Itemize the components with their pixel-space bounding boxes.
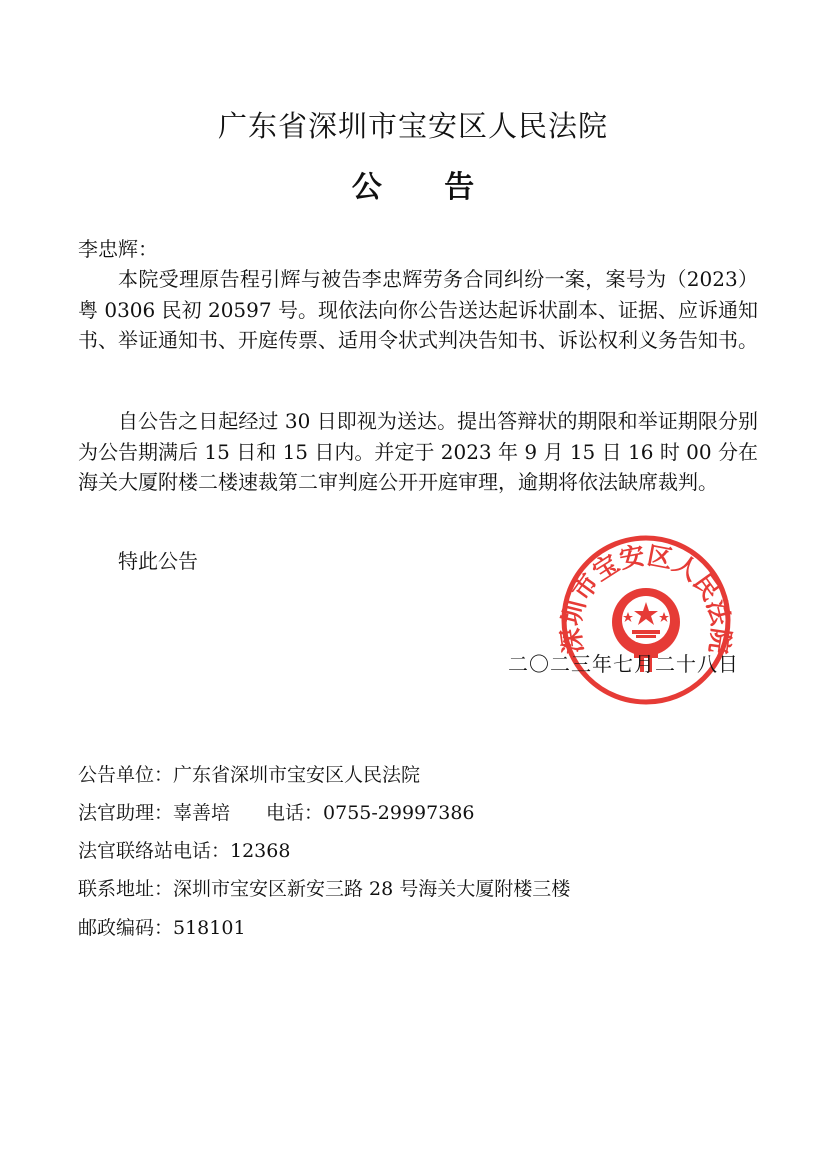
paragraph-text: 特此公告 bbox=[118, 549, 198, 573]
footer-hotline: 法官联络站电话：12368 bbox=[78, 840, 291, 862]
footer-contact bbox=[78, 798, 475, 825]
footer-address: 联系地址：深圳市宝安区新安三路 28 号海关大厦附楼三楼 bbox=[78, 878, 571, 900]
paragraph-text: 自公告之日起经过 30 日即视为送达。提出答辩状的期限和举证期限分别为公告期满后 15 日和 15 日内。并定于 2023 年 9 月 15 日 16 时 00 分在海关大厦附楼二楼速裁第二审判庭公开开庭审理，逾期将依法缺席裁判。 bbox=[78, 409, 758, 494]
footer-postcode: 邮政编码：518101 bbox=[78, 917, 246, 939]
footer-assistant: 法官助理：辜善培 bbox=[78, 802, 231, 824]
footer-phone: 电话：0755-29997386 bbox=[266, 802, 475, 824]
court-seal bbox=[548, 532, 744, 708]
paragraph-text: 本院受理原告程引辉与被告李忠辉劳务合同纠纷一案，案号为（2023）粤 0306 民初 20597 号。现依法向你公告送达起诉状副本、证据、应诉通知书、举证通知书、开庭传票、适用令状式判决告知书、诉讼权利义务告知书。 bbox=[78, 267, 758, 352]
paragraph-hearing bbox=[78, 406, 758, 498]
footer-unit: 公告单位：广东省深圳市宝安区人民法院 bbox=[78, 764, 421, 786]
court-name: 广东省深圳市宝安区人民法院 bbox=[217, 109, 608, 143]
paragraph-service bbox=[78, 264, 758, 356]
addressee: 李忠辉： bbox=[78, 237, 158, 261]
seal-text: 深圳市宝安区人民法院 bbox=[556, 540, 736, 656]
notice-title: 公 告 bbox=[351, 170, 501, 205]
notice-date: 二〇二三年七月二十八日 bbox=[508, 652, 739, 676]
